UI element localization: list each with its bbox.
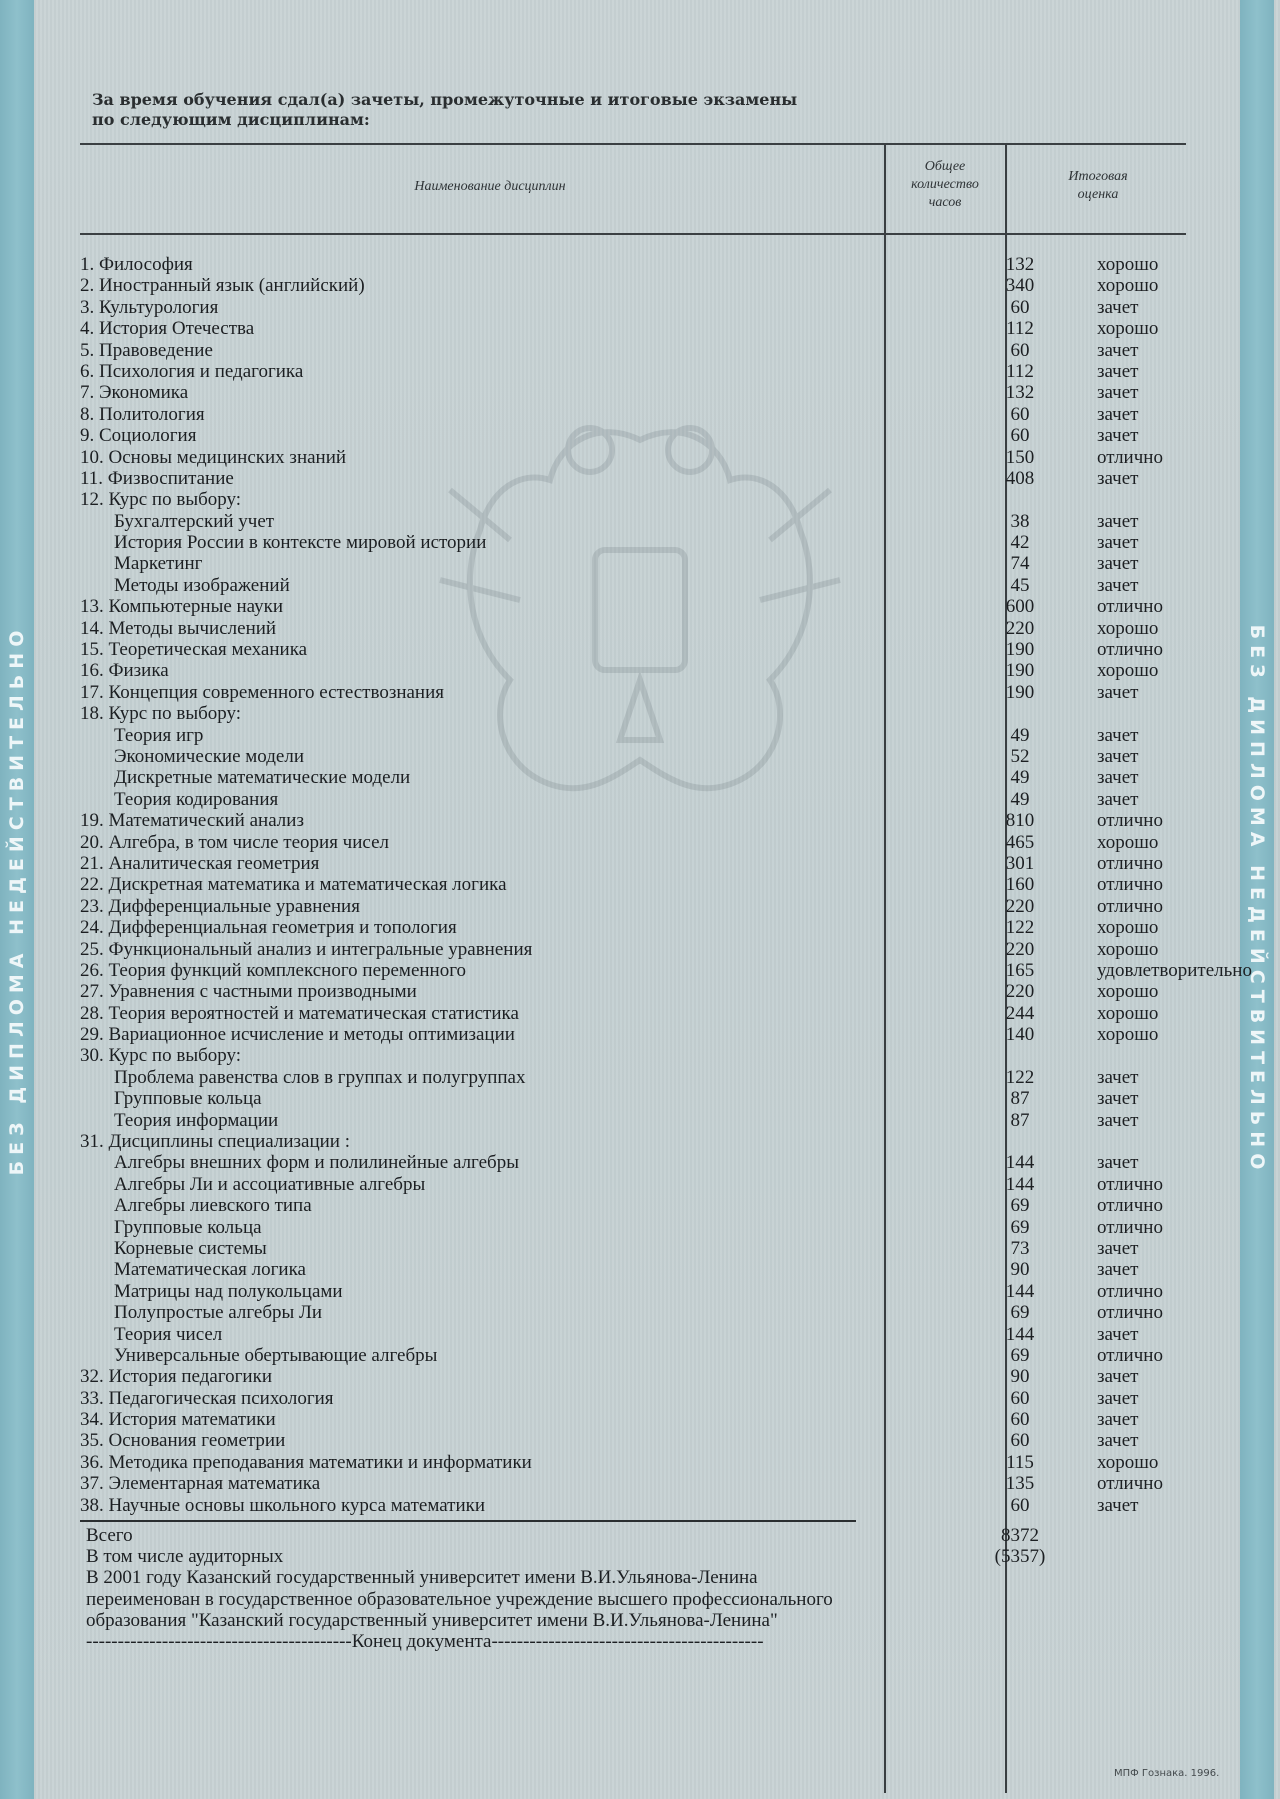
discipline-hours: 60 — [1010, 403, 1030, 425]
discipline-name: 25. Функциональный анализ и интегральные уравнения — [80, 938, 533, 960]
discipline-grade: зачет — [1097, 360, 1139, 382]
intro-line-2: по следующим дисциплинам: — [92, 110, 370, 129]
right-security-strip — [1240, 0, 1274, 1799]
table-row — [80, 1152, 1220, 1173]
discipline-grade: зачет — [1097, 467, 1139, 489]
column-header-name — [300, 178, 680, 196]
discipline-hours: 140 — [1005, 1024, 1035, 1046]
discipline-hours: 74 — [1010, 553, 1030, 575]
discipline-name: 23. Дифференциальные уравнения — [80, 895, 360, 917]
column-header-grade-1: Итоговая — [1068, 169, 1128, 184]
discipline-name: 9. Социология — [80, 425, 197, 447]
discipline-name: Теория информации — [114, 1109, 279, 1131]
discipline-name: 24. Дифференциальная геометрия и топология — [80, 917, 457, 939]
table-row — [80, 1238, 1220, 1259]
discipline-name: Полупростые алгебры Ли — [114, 1302, 323, 1324]
discipline-hours: 122 — [1005, 917, 1035, 939]
discipline-hours: 49 — [1010, 724, 1030, 746]
table-row — [80, 1131, 1220, 1152]
discipline-grade: зачет — [1097, 1366, 1139, 1388]
discipline-name: Корневые системы — [114, 1237, 267, 1259]
table-row — [80, 1003, 1220, 1024]
discipline-name: 17. Концепция современного естествознания — [80, 681, 444, 703]
discipline-hours: 49 — [1010, 788, 1030, 810]
discipline-name: 38. Научные основы школьного курса математики — [80, 1494, 486, 1516]
table-row — [80, 1281, 1220, 1302]
discipline-name: 27. Уравнения с частными производными — [80, 981, 417, 1003]
discipline-grade: хорошо — [1097, 318, 1159, 340]
table-row — [80, 1174, 1220, 1195]
discipline-grade: отлично — [1097, 895, 1163, 917]
table-row — [80, 660, 1220, 681]
discipline-grade: хорошо — [1097, 831, 1159, 853]
discipline-grade: зачет — [1097, 1152, 1139, 1174]
discipline-grade: зачет — [1097, 1323, 1139, 1345]
table-row — [80, 1045, 1220, 1066]
table-row — [80, 981, 1220, 1002]
table-row — [80, 511, 1220, 532]
table-header-rule — [80, 233, 1186, 235]
discipline-hours: 87 — [1010, 1088, 1030, 1110]
auditory-value: (5357) — [994, 1546, 1046, 1568]
table-row — [80, 767, 1220, 788]
discipline-grade: зачет — [1097, 1494, 1139, 1516]
table-row — [80, 1067, 1220, 1088]
table-row — [80, 682, 1220, 703]
discipline-grade: зачет — [1097, 1066, 1139, 1088]
discipline-name: 32. История педагогики — [80, 1366, 272, 1388]
discipline-name: Алгебры Ли и ассоциативные алгебры — [114, 1173, 426, 1195]
discipline-grade: удовлетворительно — [1097, 959, 1252, 981]
table-row — [80, 1195, 1220, 1216]
discipline-name: 10. Основы медицинских знаний — [80, 446, 347, 468]
discipline-grade: зачет — [1097, 681, 1139, 703]
discipline-hours: 144 — [1005, 1173, 1035, 1195]
table-row — [80, 1302, 1220, 1323]
discipline-hours: 69 — [1010, 1216, 1030, 1238]
table-row — [80, 1345, 1220, 1366]
table-row — [80, 1024, 1220, 1045]
discipline-grade: отлично — [1097, 1195, 1163, 1217]
table-top-rule — [80, 143, 1186, 145]
discipline-grade: зачет — [1097, 510, 1139, 532]
discipline-grade: хорошо — [1097, 1002, 1159, 1024]
discipline-grade: отлично — [1097, 446, 1163, 468]
table-row — [80, 254, 1220, 275]
discipline-grade: отлично — [1097, 1280, 1163, 1302]
table-row — [80, 1409, 1220, 1430]
discipline-hours: 87 — [1010, 1109, 1030, 1131]
rename-note-2: переименован в государственное образовательное учреждение высшего профессионального — [86, 1588, 833, 1610]
discipline-name: 15. Теоретическая механика — [80, 639, 308, 661]
discipline-name: Методы изображений — [114, 574, 290, 596]
discipline-name: 14. Методы вычислений — [80, 617, 277, 639]
discipline-hours: 60 — [1010, 296, 1030, 318]
discipline-name: 16. Физика — [80, 660, 169, 682]
discipline-name: 30. Курс по выбору: — [80, 1045, 242, 1067]
left-strip-text: БЕЗ ДИПЛОМА НЕДЕЙСТВИТЕЛЬНО — [6, 624, 28, 1176]
discipline-grade: хорошо — [1097, 275, 1159, 297]
discipline-hours: 112 — [1006, 360, 1034, 382]
discipline-grade: хорошо — [1097, 1024, 1159, 1046]
discipline-hours: 115 — [1006, 1451, 1034, 1473]
table-row — [80, 703, 1220, 724]
discipline-hours: 69 — [1010, 1195, 1030, 1217]
discipline-hours: 132 — [1005, 382, 1035, 404]
discipline-name: Проблема равенства слов в группах и полугруппах — [114, 1066, 526, 1088]
discipline-hours: 60 — [1010, 1387, 1030, 1409]
table-row — [80, 532, 1220, 553]
discipline-name: 13. Компьютерные науки — [80, 596, 284, 618]
discipline-grade: зачет — [1097, 767, 1139, 789]
table-row — [80, 382, 1220, 403]
discipline-name: 21. Аналитическая геометрия — [80, 852, 320, 874]
discipline-hours: 135 — [1005, 1473, 1035, 1495]
table-row — [80, 959, 1252, 981]
discipline-grade: зачет — [1097, 1237, 1139, 1259]
table-row — [80, 832, 1220, 853]
discipline-grade: зачет — [1097, 296, 1139, 318]
table-row — [80, 489, 1220, 510]
table-row — [80, 618, 1220, 639]
table-row — [80, 810, 1220, 831]
discipline-grade: зачет — [1097, 1088, 1139, 1110]
discipline-grade: отлично — [1097, 1216, 1163, 1238]
table-row — [80, 917, 1220, 938]
discipline-grade: хорошо — [1097, 917, 1159, 939]
discipline-hours: 52 — [1010, 745, 1030, 767]
discipline-name: Дискретные математические модели — [114, 767, 411, 789]
discipline-name: Групповые кольца — [114, 1088, 262, 1110]
discipline-hours: 45 — [1010, 574, 1030, 596]
total-row — [86, 1525, 1039, 1546]
discipline-grade: зачет — [1097, 745, 1139, 767]
discipline-hours: 244 — [1005, 1002, 1035, 1024]
column-header-hours-2: количество — [911, 177, 979, 192]
table-row — [80, 1366, 1220, 1387]
discipline-grade: хорошо — [1097, 981, 1159, 1003]
discipline-hours: 144 — [1005, 1152, 1035, 1174]
table-row — [80, 1495, 1220, 1516]
table-row — [80, 1430, 1220, 1451]
discipline-name: Теория чисел — [114, 1323, 223, 1345]
table-row — [80, 1452, 1220, 1473]
table-row — [80, 1473, 1220, 1494]
discipline-hours: 69 — [1010, 1344, 1030, 1366]
discipline-hours: 60 — [1010, 425, 1030, 447]
discipline-name: 31. Дисциплины специализации : — [80, 1131, 350, 1153]
table-row — [80, 468, 1220, 489]
discipline-hours: 165 — [1005, 959, 1035, 981]
total-value: 8372 — [1001, 1525, 1039, 1546]
table-row — [80, 725, 1220, 746]
discipline-hours: 190 — [1005, 639, 1035, 661]
intro-line-1: За время обучения сдал(а) зачеты, промежуточные и итоговые экзамены — [92, 90, 798, 109]
discipline-grade: отлично — [1097, 1473, 1163, 1495]
discipline-grade: зачет — [1097, 532, 1139, 554]
discipline-grade: хорошо — [1097, 254, 1159, 275]
table-row — [80, 404, 1220, 425]
discipline-name: Математическая логика — [114, 1259, 306, 1281]
discipline-grade: зачет — [1097, 425, 1139, 447]
rename-note-3: образования "Казанский государственный университет имени В.И.Ульянова-Ленина" — [86, 1609, 778, 1631]
discipline-grade: зачет — [1097, 339, 1139, 361]
discipline-grade: отлично — [1097, 1302, 1163, 1324]
column-header-hours-3: часов — [928, 195, 962, 210]
discipline-name: Маркетинг — [114, 553, 203, 575]
discipline-hours: 150 — [1005, 446, 1035, 468]
disciplines-table-body — [80, 254, 1252, 1516]
discipline-name: Экономические модели — [114, 745, 305, 767]
discipline-name: Бухгалтерский учет — [114, 510, 275, 532]
discipline-name: История России в контексте мировой истории — [114, 532, 487, 554]
totals-rule — [80, 1520, 856, 1522]
discipline-grade: зачет — [1097, 1259, 1139, 1281]
right-strip-text: БЕЗ ДИПЛОМА НЕДЕЙСТВИТЕЛЬНО — [1246, 624, 1268, 1176]
table-row — [80, 275, 1220, 296]
table-row — [80, 596, 1220, 617]
discipline-name: Универсальные обертывающие алгебры — [114, 1344, 438, 1366]
discipline-name: 34. История математики — [80, 1409, 276, 1431]
discipline-hours: 600 — [1005, 596, 1035, 618]
table-row — [80, 853, 1220, 874]
discipline-grade: зачет — [1097, 382, 1139, 404]
discipline-grade: зачет — [1097, 1409, 1139, 1431]
table-row — [80, 1259, 1220, 1280]
table-row — [80, 575, 1220, 596]
discipline-grade: отлично — [1097, 874, 1163, 896]
column-header-hours-1: Общее — [924, 159, 966, 174]
discipline-hours: 60 — [1010, 1430, 1030, 1452]
discipline-grade: отлично — [1097, 852, 1163, 874]
discipline-grade: хорошо — [1097, 660, 1159, 682]
discipline-grade: отлично — [1097, 1173, 1163, 1195]
table-row — [80, 553, 1220, 574]
column-header-name-text: Наименование дисциплин — [414, 179, 566, 194]
discipline-hours: 90 — [1010, 1366, 1030, 1388]
auditory-row — [86, 1546, 1046, 1568]
discipline-hours: 60 — [1010, 339, 1030, 361]
total-label: Всего — [86, 1525, 133, 1546]
discipline-hours: 301 — [1005, 852, 1035, 874]
table-row — [80, 639, 1220, 660]
auditory-label: В том числе аудиторных — [86, 1546, 284, 1568]
column-header-grade-2: оценка — [1077, 187, 1119, 202]
discipline-name: 4. История Отечества — [80, 318, 255, 340]
discipline-name: Алгебры внешних форм и полилинейные алгебры — [114, 1152, 519, 1174]
discipline-grade: хорошо — [1097, 938, 1159, 960]
discipline-hours: 408 — [1005, 467, 1035, 489]
discipline-hours: 112 — [1006, 318, 1034, 340]
discipline-hours: 465 — [1005, 831, 1035, 853]
discipline-grade: зачет — [1097, 574, 1139, 596]
discipline-name: Групповые кольца — [114, 1216, 262, 1238]
column-header-hours — [886, 158, 1004, 212]
mint-mark: МПФ Гознака. 1996. — [1114, 1768, 1220, 1779]
discipline-hours: 190 — [1005, 681, 1035, 703]
discipline-name: 1. Философия — [80, 254, 193, 275]
table-row — [80, 361, 1220, 382]
discipline-hours: 42 — [1010, 532, 1030, 554]
discipline-name: Алгебры лиевского типа — [114, 1195, 312, 1217]
discipline-grade: отлично — [1097, 1344, 1163, 1366]
discipline-grade: зачет — [1097, 403, 1139, 425]
document-footer — [86, 1525, 1046, 1652]
discipline-hours: 810 — [1005, 810, 1035, 832]
discipline-hours: 60 — [1010, 1409, 1030, 1431]
discipline-hours: 340 — [1005, 275, 1035, 297]
discipline-grade: зачет — [1097, 788, 1139, 810]
discipline-name: Теория кодирования — [114, 788, 279, 810]
table-row — [80, 939, 1220, 960]
discipline-name: Матрицы над полукольцами — [114, 1280, 343, 1302]
discipline-name: 12. Курс по выбору: — [80, 489, 242, 511]
end-of-document: ------------------------------------------Конец документа------------------------------------------- — [86, 1630, 764, 1652]
discipline-hours: 220 — [1005, 938, 1035, 960]
discipline-name: 36. Методика преподавания математики и информатики — [80, 1451, 532, 1473]
discipline-name: 35. Основания геометрии — [80, 1430, 286, 1452]
discipline-name: 7. Экономика — [80, 382, 189, 404]
discipline-grade: отлично — [1097, 639, 1163, 661]
discipline-name: Теория игр — [114, 724, 204, 746]
discipline-grade: хорошо — [1097, 617, 1159, 639]
discipline-name: 33. Педагогическая психология — [80, 1387, 334, 1409]
discipline-hours: 144 — [1005, 1323, 1035, 1345]
table-row — [80, 318, 1220, 339]
discipline-name: 8. Политология — [80, 403, 205, 425]
discipline-grade: зачет — [1097, 1430, 1139, 1452]
discipline-grade: отлично — [1097, 810, 1163, 832]
table-row — [80, 425, 1220, 446]
discipline-name: 20. Алгебра, в том числе теория чисел — [80, 831, 389, 853]
discipline-hours: 122 — [1005, 1066, 1035, 1088]
discipline-grade: хорошо — [1097, 1451, 1159, 1473]
discipline-hours: 73 — [1010, 1237, 1030, 1259]
left-security-strip — [0, 0, 34, 1799]
discipline-grade: зачет — [1097, 724, 1139, 746]
discipline-name: 5. Правоведение — [80, 339, 213, 361]
discipline-hours: 220 — [1005, 617, 1035, 639]
discipline-grade: отлично — [1097, 596, 1163, 618]
discipline-hours: 220 — [1005, 895, 1035, 917]
discipline-name: 6. Психология и педагогика — [80, 360, 304, 382]
discipline-hours: 69 — [1010, 1302, 1030, 1324]
column-header-grade — [1008, 168, 1188, 204]
table-row — [80, 447, 1220, 468]
table-row — [80, 789, 1220, 810]
table-row — [80, 746, 1220, 767]
discipline-grade: зачет — [1097, 1109, 1139, 1131]
discipline-hours: 49 — [1010, 767, 1030, 789]
table-row — [80, 874, 1220, 895]
table-row — [80, 896, 1220, 917]
discipline-hours: 132 — [1005, 254, 1035, 275]
discipline-grade: зачет — [1097, 1387, 1139, 1409]
discipline-grade: зачет — [1097, 553, 1139, 575]
discipline-hours: 220 — [1005, 981, 1035, 1003]
discipline-name: 22. Дискретная математика и математическая логика — [80, 874, 507, 896]
discipline-hours: 160 — [1005, 874, 1035, 896]
discipline-hours: 90 — [1010, 1259, 1030, 1281]
table-row — [80, 1388, 1220, 1409]
discipline-name: 26. Теория функций комплексного переменного — [80, 959, 467, 981]
discipline-name: 18. Курс по выбору: — [80, 703, 242, 725]
discipline-name: 2. Иностранный язык (английский) — [80, 275, 365, 297]
discipline-hours: 38 — [1010, 510, 1030, 532]
discipline-name: 28. Теория вероятностей и математическая статистика — [80, 1002, 519, 1024]
table-row — [80, 1324, 1220, 1345]
table-row — [80, 1217, 1220, 1238]
discipline-name: 29. Вариационное исчисление и методы оптимизации — [80, 1024, 515, 1046]
rename-note-1: В 2001 году Казанский государственный университет имени В.И.Ульянова-Ленина — [86, 1567, 758, 1589]
discipline-name: 11. Физвоспитание — [80, 467, 234, 489]
discipline-name: 37. Элементарная математика — [80, 1473, 321, 1495]
table-row — [80, 1110, 1220, 1131]
discipline-name: 3. Культурология — [80, 296, 219, 318]
discipline-hours: 144 — [1005, 1280, 1035, 1302]
table-row — [80, 297, 1220, 318]
table-row — [80, 340, 1220, 361]
discipline-name: 19. Математический анализ — [80, 810, 304, 832]
discipline-hours: 60 — [1010, 1494, 1030, 1516]
discipline-hours: 190 — [1005, 660, 1035, 682]
table-row — [80, 1088, 1220, 1109]
intro-text — [92, 90, 852, 130]
